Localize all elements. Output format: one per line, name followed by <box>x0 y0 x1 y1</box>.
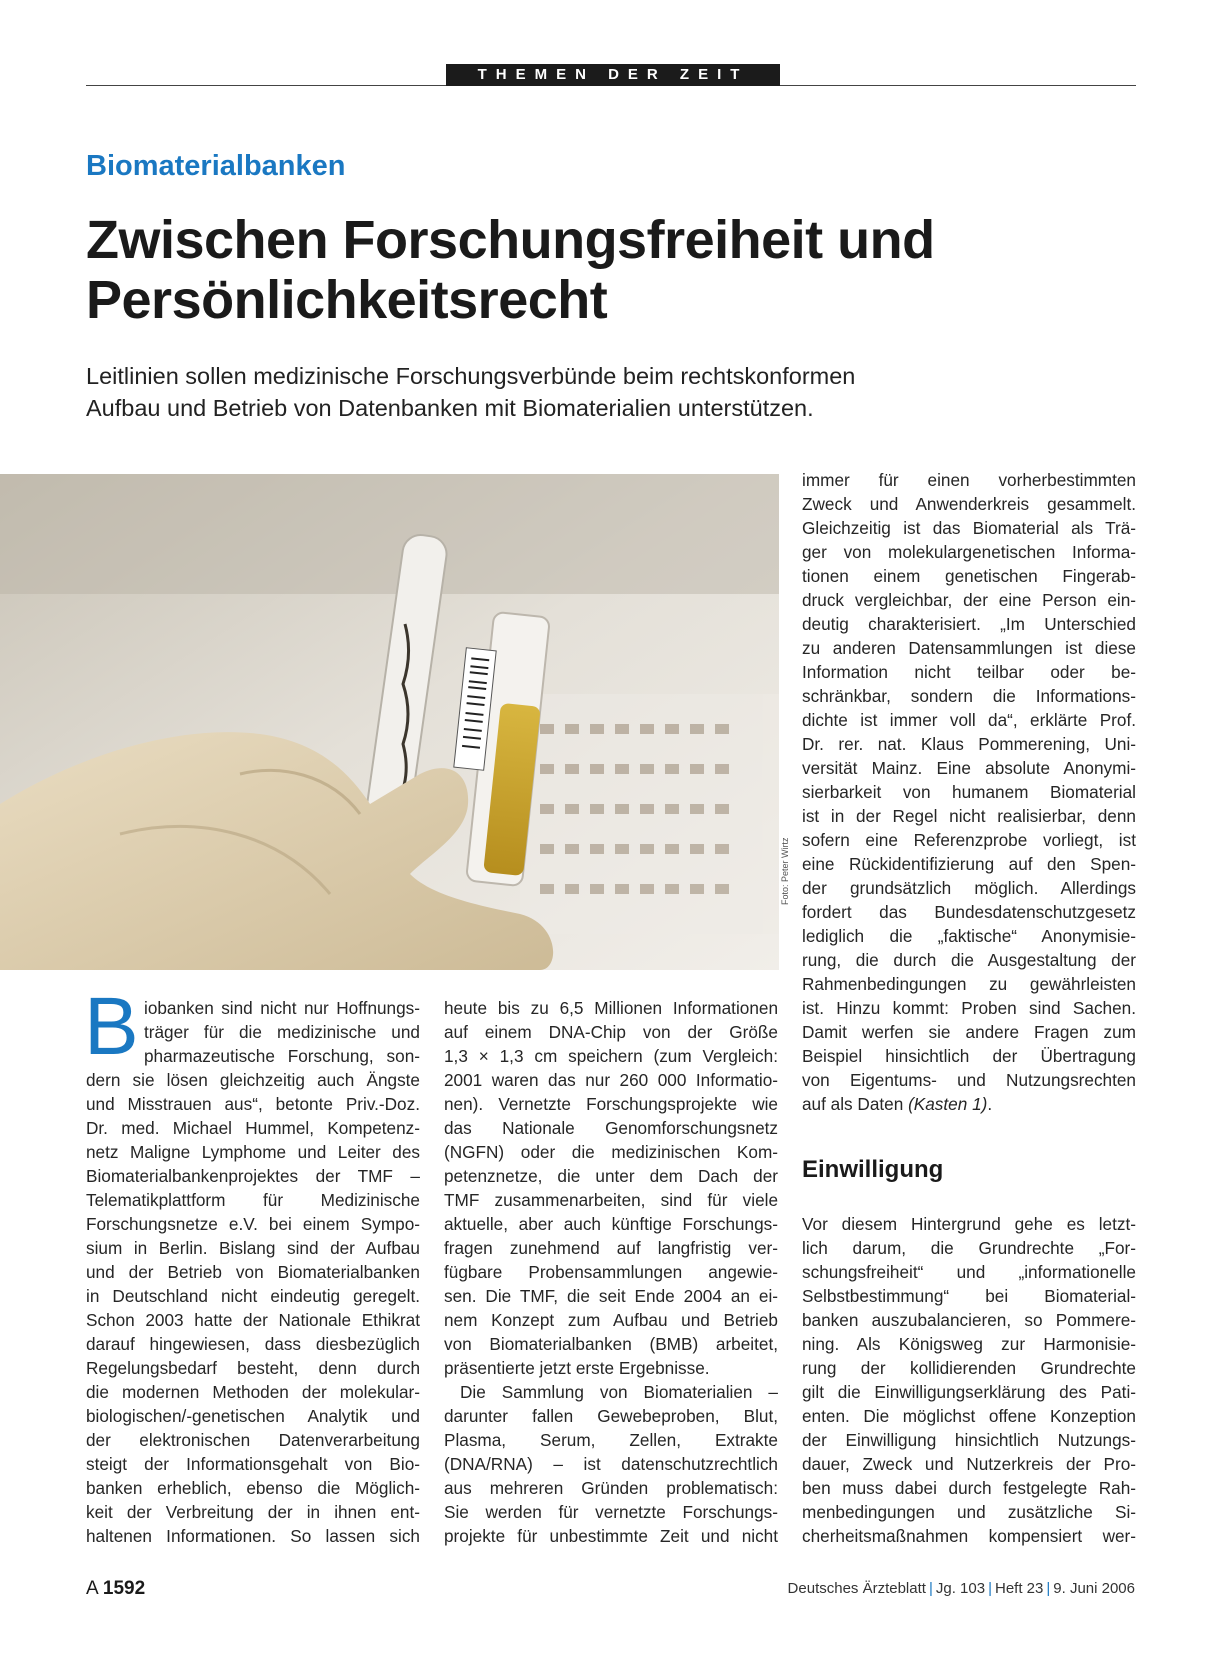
body-line: sium in Berlin. Bislang sind der Aufbau <box>86 1238 420 1258</box>
body-line: versität Mainz. Eine absolute Anonymi- <box>802 758 1136 778</box>
body-line: dern sie lösen gleichzeitig auch Ängste <box>86 1070 420 1090</box>
body-line: banken erheblich, ebenso die Möglich- <box>86 1478 420 1498</box>
body-line: nem Konzept zum Aufbau und Betrieb <box>444 1310 778 1330</box>
body-line: netz Maligne Lymphome und Leiter des <box>86 1142 420 1162</box>
standfirst-line: Leitlinien sollen medizinische Forschungsverbünde beim rechtskonformen <box>86 363 856 389</box>
body-line: gilt die Einwilligungserklärung des Pati- <box>802 1382 1136 1402</box>
body-line: Regelungsbedarf besteht, denn durch <box>86 1358 420 1378</box>
body-line: von Biomaterialbanken (BMB) arbeitet, <box>444 1334 778 1354</box>
issue-date: 9. Juni 2006 <box>1053 1580 1135 1597</box>
body-line: druck vergleichbar, der eine Person ein- <box>802 590 1136 610</box>
body-line: das Nationale Genomforschungsnetz <box>444 1118 778 1138</box>
body-line: schungsfreiheit“ und „informationelle <box>802 1262 1136 1282</box>
page-folio <box>86 1578 145 1600</box>
body-line: Forschungsnetze e.V. bei einem Sympo- <box>86 1214 420 1234</box>
body-text: . <box>987 1094 993 1114</box>
body-line: immer für einen vorherbestimmten <box>802 470 1136 490</box>
body-line: ist in der Regel nicht realisierbar, denn <box>802 806 1136 826</box>
body-line: rung der kollidierenden Grundrechte <box>802 1358 1136 1378</box>
body-line: biologischen/-genetischen Analytik und <box>86 1406 420 1426</box>
body-line <box>802 1092 1136 1116</box>
body-line: der Einwilligung hinsichtlich Nutzungs- <box>802 1430 1136 1450</box>
body-line: haltenen Informationen. So lassen sich <box>86 1526 420 1546</box>
body-line: fügbare Probensammlungen angewie- <box>444 1262 778 1282</box>
footer-citation: Deutsches Ärzteblatt | Jg. 103 | Heft 23 | 9. Juni 2006 <box>787 1580 1135 1597</box>
body-line: fragen zunehmend auf langfristig ver- <box>444 1238 778 1258</box>
body-line: heute bis zu 6,5 Millionen Informationen <box>444 998 778 1018</box>
drop-cap: B <box>84 981 139 1072</box>
body-line: Die Sammlung von Biomaterialien – <box>460 1382 778 1402</box>
headline-line: Persönlichkeitsrecht <box>86 270 608 330</box>
body-line: Biomaterialbankenprojektes der TMF – <box>86 1166 420 1186</box>
body-line: träger für die medizinische und <box>144 1022 420 1042</box>
body-line: Vor diesem Hintergrund gehe es letzt- <box>802 1214 1136 1234</box>
body-line: und der Betrieb von Biomaterialbanken <box>86 1262 420 1282</box>
body-line: sen. Die TMF, die seit Ende 2004 an ei- <box>444 1286 778 1306</box>
body-line: Zweck und Anwenderkreis gesammelt. <box>802 494 1136 514</box>
body-line: in Deutschland nicht eindeutig geregelt. <box>86 1286 420 1306</box>
body-line: 1,3 × 1,3 cm speichern (zum Vergleich: <box>444 1046 778 1066</box>
body-column-2 <box>444 996 778 1548</box>
article-standfirst <box>86 360 1136 424</box>
body-line: fordert das Bundesdatenschutzgesetz <box>802 902 1136 922</box>
body-line: und Misstrauen aus“, betonte Priv.-Doz. <box>86 1094 420 1114</box>
body-column-3-continued <box>802 1212 1136 1548</box>
body-line: ist. Hinzu kommt: Proben sind Sachen. <box>802 998 1136 1018</box>
body-column-1 <box>86 996 420 1548</box>
body-line: TMF zusammenarbeiten, sind für viele <box>444 1190 778 1210</box>
body-line: nen). Vernetzte Forschungsprojekte wie <box>444 1094 778 1114</box>
photo-credit: Foto: Peter Wirtz <box>780 837 790 905</box>
body-line: dauer, Zweck und Nutzerkreis der Pro- <box>802 1454 1136 1474</box>
body-line: zu anderen Datensammlungen ist diese <box>802 638 1136 658</box>
journal-volume: Jg. 103 <box>935 1580 986 1597</box>
body-line: sofern eine Referenzprobe vorliegt, ist <box>802 830 1136 850</box>
body-line: auf einem DNA-Chip von der Größe <box>444 1022 778 1042</box>
article-headline <box>86 210 1136 330</box>
box-reference-link: (Kasten 1) <box>908 1094 988 1114</box>
body-line: Dr. med. Michael Hummel, Kompetenz- <box>86 1118 420 1138</box>
body-line: von Eigentums- und Nutzungsrechten <box>802 1070 1136 1090</box>
body-line: (NGFN) oder die medizinischen Kom- <box>444 1142 778 1162</box>
lab-sample-tubes-illustration <box>0 474 779 970</box>
body-line: die modernen Methoden der molekular- <box>86 1382 420 1402</box>
journal-name: Deutsches Ärzteblatt <box>787 1580 926 1597</box>
body-line: sierbarkeit von humanem Biomaterial <box>802 782 1136 802</box>
body-line: präsentierte jetzt erste Ergebnisse. <box>444 1358 710 1378</box>
body-line: der elektronischen Datenverarbeitung <box>86 1430 420 1450</box>
body-line: Plasma, Serum, Zellen, Extrakte <box>444 1430 778 1450</box>
body-line: tionen einem genetischen Fingerab- <box>802 566 1136 586</box>
body-line: lich darum, die Grundrechte „For- <box>802 1238 1136 1258</box>
body-line: lediglich die „faktische“ Anonymisie- <box>802 926 1136 946</box>
body-line: aus mehreren Gründen problematisch: <box>444 1478 778 1498</box>
body-line: Rahmenbedingungen zu gewährleisten <box>802 974 1136 994</box>
body-line: cherheitsmaßnahmen kompensiert wer- <box>802 1526 1136 1546</box>
body-line: deutig charakterisiert. „Im Unterschied <box>802 614 1136 634</box>
body-line: Sie werden für vernetzte Forschungs- <box>444 1502 778 1522</box>
section-banner: THEMEN DER ZEIT <box>446 64 780 86</box>
article-photo <box>0 474 779 970</box>
body-line: Information nicht teilbar oder be- <box>802 662 1136 682</box>
body-line: ning. Als Königsweg zur Harmonisie- <box>802 1334 1136 1354</box>
body-line: 2001 waren das nur 260 000 Informatio- <box>444 1070 778 1090</box>
body-line: dichte ist immer voll da“, erklärte Prof. <box>802 710 1136 730</box>
body-line: keit der Verbreitung der in ihnen ent- <box>86 1502 420 1522</box>
body-line: menbedingungen und zusätzliche Si- <box>802 1502 1136 1522</box>
body-line: der grundsätzlich möglich. Allerdings <box>802 878 1136 898</box>
section-subhead: Einwilligung <box>802 1156 944 1183</box>
body-line: darauf hingewiesen, dass diesbezüglich <box>86 1334 420 1354</box>
body-line: banken auszubalancieren, so Pommere- <box>802 1310 1136 1330</box>
body-line: projekte für unbestimmte Zeit und nicht <box>444 1526 778 1546</box>
body-line: (DNA/RNA) – ist datenschutzrechtlich <box>444 1454 778 1474</box>
body-line: schränkbar, sondern die Informations- <box>802 686 1136 706</box>
standfirst-line: Aufbau und Betrieb von Datenbanken mit Biomaterialien unterstützen. <box>86 395 814 421</box>
body-line: eine Rückidentifizierung auf den Spen- <box>802 854 1136 874</box>
body-line: ger von molekulargenetischen Informa- <box>802 542 1136 562</box>
body-line: aktuelle, aber auch künftige Forschungs- <box>444 1214 778 1234</box>
body-line: Gleichzeitig ist das Biomaterial als Trä- <box>802 518 1136 538</box>
body-line: Dr. rer. nat. Klaus Pommerening, Uni- <box>802 734 1136 754</box>
body-line: Selbstbestimmung“ bei Biomaterial- <box>802 1286 1136 1306</box>
body-line: pharmazeutische Forschung, son- <box>144 1046 420 1066</box>
journal-issue: Heft 23 <box>994 1580 1044 1597</box>
body-line: Telematikplattform für Medizinische <box>86 1190 420 1210</box>
body-line: iobanken sind nicht nur Hoffnungs- <box>144 998 420 1018</box>
body-line: steigt der Informationsgehalt von Bio- <box>86 1454 420 1474</box>
body-line: Schon 2003 hatte der Nationale Ethikrat <box>86 1310 420 1330</box>
body-text: auf als Daten <box>802 1094 909 1114</box>
body-line: Damit werfen sie andere Fragen zum <box>802 1022 1136 1042</box>
body-column-3 <box>802 468 1136 1116</box>
headline-line: Zwischen Forschungsfreiheit und <box>86 210 935 270</box>
body-line: ben muss dabei durch festgelegte Rah- <box>802 1478 1136 1498</box>
body-line: enten. Die möglichst offene Konzeption <box>802 1406 1136 1426</box>
article-kicker: Biomaterialbanken <box>86 150 346 182</box>
body-line: Beispiel hinsichtlich der Übertragung <box>802 1046 1136 1066</box>
page-number: 1592 <box>102 1578 146 1599</box>
body-line: petenznetze, die unter dem Dach der <box>444 1166 778 1186</box>
page-prefix: A <box>86 1578 98 1599</box>
body-line: darunter fallen Gewebeproben, Blut, <box>444 1406 778 1426</box>
body-line: rung, die durch die Ausgestaltung der <box>802 950 1136 970</box>
